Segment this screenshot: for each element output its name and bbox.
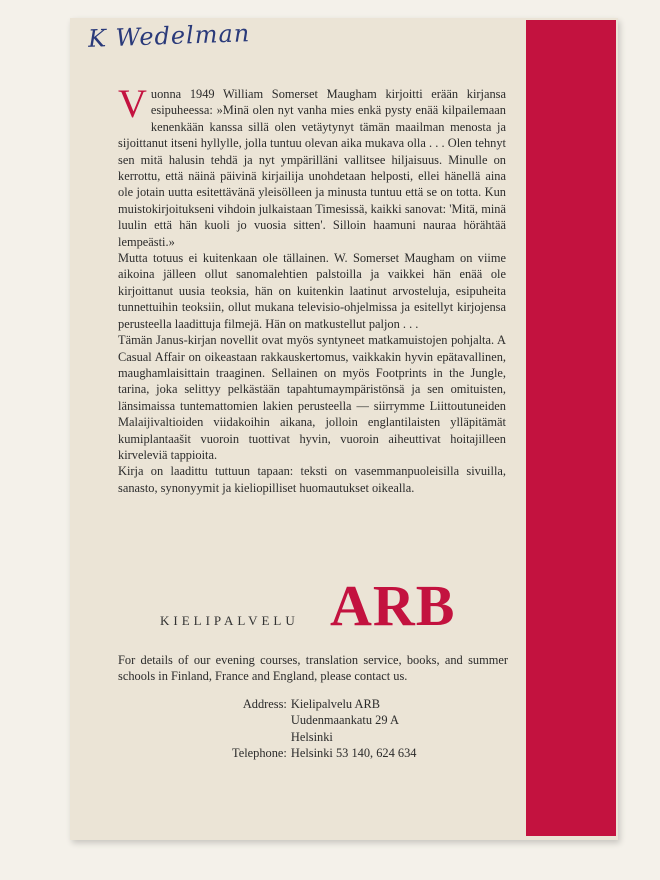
blurb-text bbox=[118, 81, 506, 496]
address-line-3: Helsinki bbox=[290, 729, 333, 744]
handwritten-signature: K Wedelman bbox=[87, 19, 251, 53]
paragraph-3: Tämän Janus-kirjan novellit ovat myös syntyneet matkamuistojen pohjalta. A Casual Affair on oikeastaan rakkauskertomus, vaikkakin hyvin epätavallinen, maughamlaisittain traaginen. Sellainen on myös Footprints in the Jungle, tarina, joka selittyy pelkästään tapahtumaympäristönsä ja sen omituisten, länsimaissa tuntemattomien lakien perusteella — siirrymme Liittoutuneiden Malaijivaltioiden viidakoihin aikana, jolloin englantilaisten ylläpitämät kumiplantaašit vuoroin tuottivat hyvin, vuoroin aiheuttivat hoitajilleen kirveleviä tappioita. bbox=[118, 333, 506, 462]
paragraph-1: Vuonna 1949 William Somerset Maugham kirjoitti erään kirjansa esipuheessa: »Minä olen nyt vanha mies enkä pysty enää kilpailemaan kenenkään kanssa sillä olen vetäytynyt tämän maailman menosta ja sijoittanut itseni hyllylle, jolla tuntuu olevan aika mukava olla . . . Olen tehnyt sen mitä halusin tehdä ja nyt ympärilläni vallitsee hiljaisuus. Minulle on kerrottu, että näinä päivinä kirjailija unohdetaan helposti, ellei hänellä aina ole jotain uutta esitettävänä yleisölleen ja minusta tuntuu että se on totta. Kun muistokirjoitukseni vihdoin julkaistaan Timesissä, kaikki sanovat: 'Mitä, minä luulin että hän kuoli jo vuosia sitten'. Silloin haamuni nauraa hörähtää lempeästi.» bbox=[118, 81, 506, 249]
paragraph-4: Kirja on laadittu tuttuun tapaan: teksti on vasemmanpuoleisilla sivuilla, sanasto, synonyymit ja kieliopilliset huomautukset oikealla. bbox=[118, 464, 506, 495]
address-label: Address: bbox=[242, 697, 287, 711]
contact-intro: For details of our evening courses, translation service, books, and summer schools in Finland, France and England, please contact us. bbox=[118, 653, 508, 684]
phone-number: Helsinki 53 140, 624 634 bbox=[290, 745, 417, 760]
phone-label: Telephone: bbox=[232, 745, 287, 760]
book-spine bbox=[526, 20, 616, 836]
logo-small-text: KIELIPALVELU bbox=[160, 613, 299, 628]
logo-big-text: ARB bbox=[330, 573, 456, 638]
address-line-1: Kielipalvelu ARB bbox=[290, 697, 381, 711]
drop-cap: V bbox=[118, 81, 147, 126]
address-line-2: Uudenmaankatu 29 A bbox=[290, 713, 399, 728]
paragraph-2: Mutta totuus ei kuitenkaan ole tällainen. W. Somerset Maugham on viime aikoina jälleen ollut sanomalehtien palstoilla ja vaikkei hän enää ole kirjoittanut uusia teoksia, hän on kuitenkin laatinut arvosteluja, esipuheita tunnettuihin teoksiin, ollut mukana televisio-ohjelmissa ja esitellyt kirjojensa perusteella laadittuja filmejä. Hän on matkustellut paljon . . . bbox=[118, 251, 506, 331]
address-block bbox=[232, 696, 421, 761]
